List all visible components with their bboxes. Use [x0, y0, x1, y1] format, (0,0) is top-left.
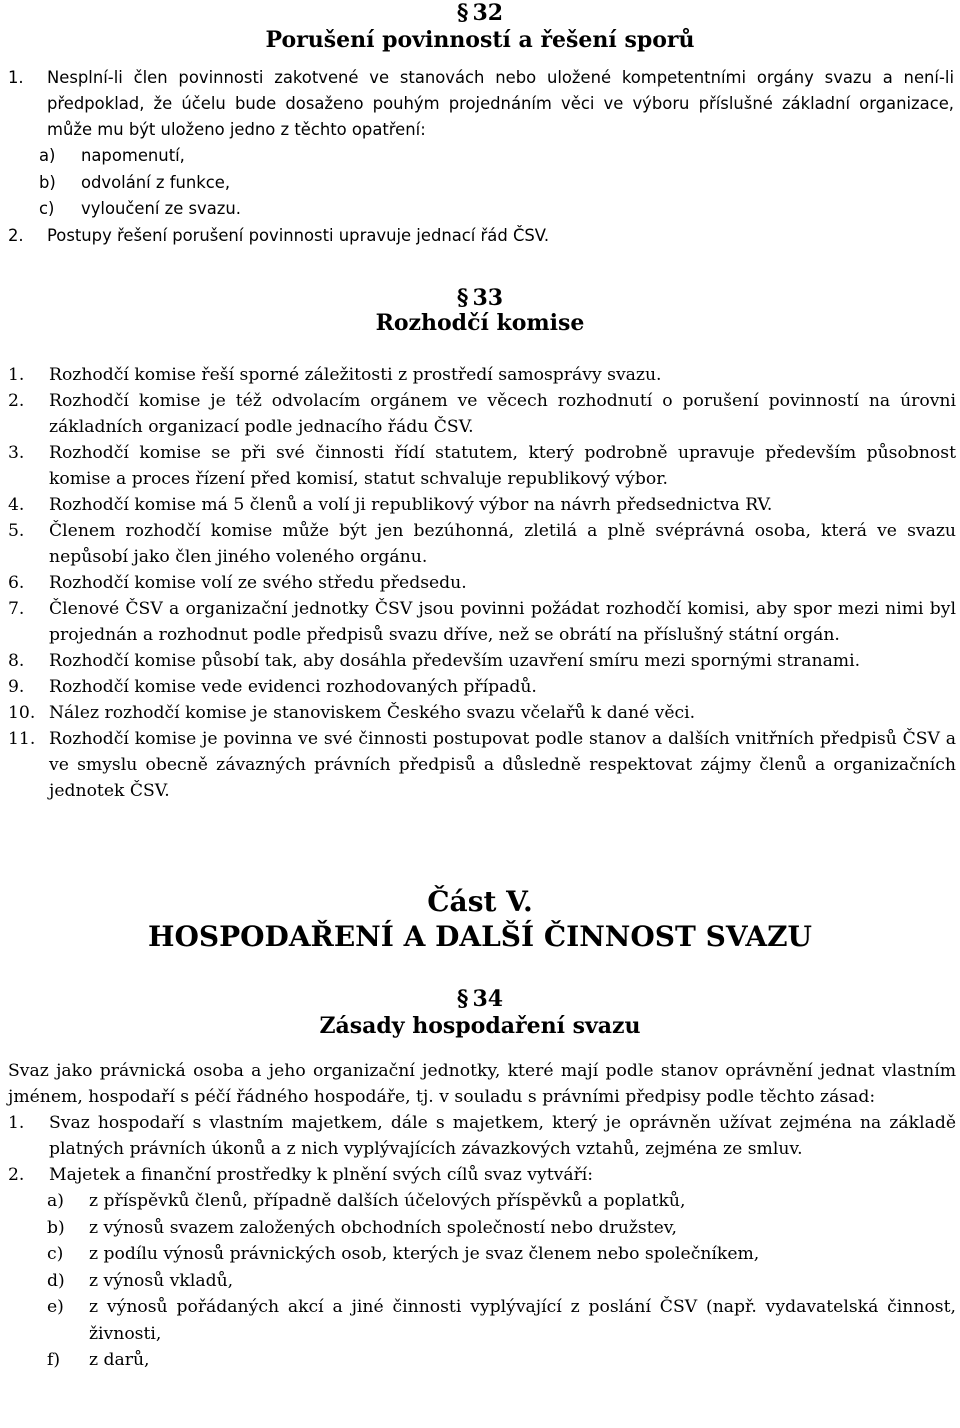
sub-item-text: odvolání z funkce, [81, 172, 231, 192]
item-number: 6. [8, 573, 25, 593]
item-text: Rozhodčí komise působí tak, aby dosáhla především uzavření smíru mezi spornými stranami. [49, 651, 861, 671]
item-number: 1. [8, 1113, 25, 1133]
sub-item-text: vyloučení ze svazu. [81, 199, 242, 218]
sub-item-text: z darů, [89, 1350, 150, 1370]
sub-item-text: z výnosů vkladů, [89, 1270, 234, 1291]
item-text: Členové ČSV a organizační jednotky ČSV jsou povinni požádat rozhodčí komisi, aby spor mezi nimi byl projednán a rozhodnut podle předpisů svazu dříve, než se obrátí na příslušný státní orgán. [49, 599, 956, 645]
sub-item [8, 1215, 956, 1242]
section-number: 32 [472, 0, 504, 26]
item-number: 2. [8, 1165, 25, 1185]
part-title: HOSPODAŘENÍ A DALŠÍ ČINNOST SVAZU [148, 920, 812, 953]
item-number: 5. [8, 521, 25, 541]
section-symbol: § [456, 285, 469, 311]
item-text: Rozhodčí komise má 5 členů a volí ji republikový výbor na návrh předsednictva RV. [49, 495, 773, 515]
item-text: Nesplní-li člen povinnosti zakotvené ve stanovách nebo uložené kompetentními orgány svazu a není-li předpoklad, že účelu bude dosaženo pouhým projednáním věci ve výboru příslušné základní organizace, může mu být uloženo jedno z těchto opatření: [47, 68, 954, 139]
item-number: 10. [8, 703, 36, 723]
sub-item-label: c) [39, 199, 55, 218]
item-number: 4. [8, 495, 25, 515]
item-text: Nález rozhodčí komise je stanoviskem Českého svazu včelařů k dané věci. [49, 703, 696, 723]
sub-item-label: e) [47, 1297, 64, 1317]
list-item [8, 1110, 956, 1162]
list-item [8, 492, 956, 518]
item-number: 2. [8, 391, 25, 411]
sub-item [8, 1241, 956, 1268]
section-34-title: Zásady hospodaření svazu [319, 1013, 641, 1039]
section-symbol: § [456, 0, 469, 26]
sub-item-label: c) [47, 1244, 64, 1264]
item-text: Rozhodčí komise řeší sporné záležitosti z prostředí samosprávy svazu. [49, 365, 662, 385]
sub-item [8, 1188, 956, 1215]
section-34-body [8, 1058, 956, 1374]
sub-item [8, 1347, 956, 1374]
section-number: 33 [472, 285, 504, 311]
section-32-body [8, 65, 954, 249]
sub-item-text: z příspěvků členů, případně dalších účelových příspěvků a poplatků, [89, 1191, 686, 1211]
item-number: 2. [8, 225, 24, 245]
list-item [8, 674, 956, 700]
section-33-title: Rozhodčí komise [375, 310, 585, 336]
list-item [8, 700, 956, 726]
list-item [8, 1162, 956, 1188]
section-32-number [0, 0, 960, 26]
sub-item-text: napomenutí, [81, 146, 185, 165]
sub-item-label: a) [39, 146, 56, 165]
sub-item [8, 1294, 956, 1347]
list-item [8, 648, 956, 674]
sub-item-label: f) [47, 1350, 61, 1370]
sub-item [8, 1268, 956, 1295]
sub-item [8, 143, 954, 170]
item-number: 1. [8, 365, 25, 385]
item-text: Postupy řešení porušení povinnosti upravuje jednací řád ČSV. [47, 225, 550, 245]
section-intro: Svaz jako právnická osoba a jeho organizační jednotky, které mají podle stanov oprávnění jednat vlastním jménem, hospodaří s péčí řádného hospodáře, tj. v souladu s právními předpisy podle těchto zásad: [8, 1061, 956, 1107]
item-text: Členem rozhodčí komise může být jen bezúhonná, zletilá a plně svéprávná osoba, která ve svazu nepůsobí jako člen jiného voleného orgánu. [49, 521, 956, 567]
part-label: Část V. [427, 885, 533, 918]
item-number: 3. [8, 443, 25, 463]
section-symbol: § [456, 986, 469, 1012]
sub-item [8, 170, 954, 197]
section-number: 34 [472, 986, 504, 1012]
section-32-title: Porušení povinností a řešení sporů [265, 27, 695, 53]
list-item [8, 570, 956, 596]
sub-item-text: z výnosů pořádaných akcí a jiné činnosti vyplývající z poslání ČSV (např. vydavatelská činnost, živnosti, [89, 1297, 956, 1344]
item-text: Svaz hospodaří s vlastním majetkem, dále s majetkem, který je oprávněn užívat zejména na základě platných právních úkonů a z nich vyplývajících závazkových vztahů, zejména ze smluv. [49, 1113, 956, 1159]
list-item [8, 518, 956, 570]
item-text: Rozhodčí komise vede evidenci rozhodovaných případů. [49, 677, 537, 697]
sub-item-text: z výnosů svazem založených obchodních společností nebo družstev, [89, 1217, 677, 1238]
item-text: Rozhodčí komise volí ze svého středu předsedu. [49, 573, 467, 593]
item-number: 11. [8, 729, 36, 749]
list-item [8, 440, 956, 492]
item-text: Rozhodčí komise je povinna ve své činnosti postupovat podle stanov a dalších vnitřních předpisů ČSV a ve smyslu obecně závazných právních předpisů a důsledně respektovat zájmy členů a organizačních jednotek ČSV. [49, 729, 956, 801]
item-text: Rozhodčí komise se při své činnosti řídí statutem, který podrobně upravuje především působnost komise a proces řízení před komisí, statut schvaluje republikový výbor. [49, 443, 956, 489]
item-number: 1. [8, 68, 24, 87]
item-number: 9. [8, 677, 25, 697]
list-item [8, 223, 954, 249]
section-34-number [0, 986, 960, 1012]
sub-item-text: z podílu výnosů právnických osob, kterých je svaz členem nebo společníkem, [89, 1244, 760, 1264]
item-number: 8. [8, 651, 25, 671]
list-item [8, 388, 956, 440]
list-item [8, 65, 954, 143]
item-number: 7. [8, 599, 25, 619]
section-33-body [8, 362, 956, 804]
list-item [8, 726, 956, 804]
section-33-number [0, 285, 960, 311]
sub-item-label: a) [47, 1191, 64, 1211]
item-text: Rozhodčí komise je též odvolacím orgánem ve věcech rozhodnutí o porušení povinností na úrovni základních organizací podle jednacího řádu ČSV. [49, 391, 956, 437]
list-item [8, 596, 956, 648]
sub-item [8, 196, 954, 223]
list-item [8, 362, 956, 388]
item-text: Majetek a finanční prostředky k plnění svých cílů svaz vytváří: [49, 1165, 594, 1185]
sub-item-label: b) [39, 172, 56, 192]
sub-item-label: b) [47, 1217, 65, 1238]
sub-item-label: d) [47, 1270, 65, 1291]
